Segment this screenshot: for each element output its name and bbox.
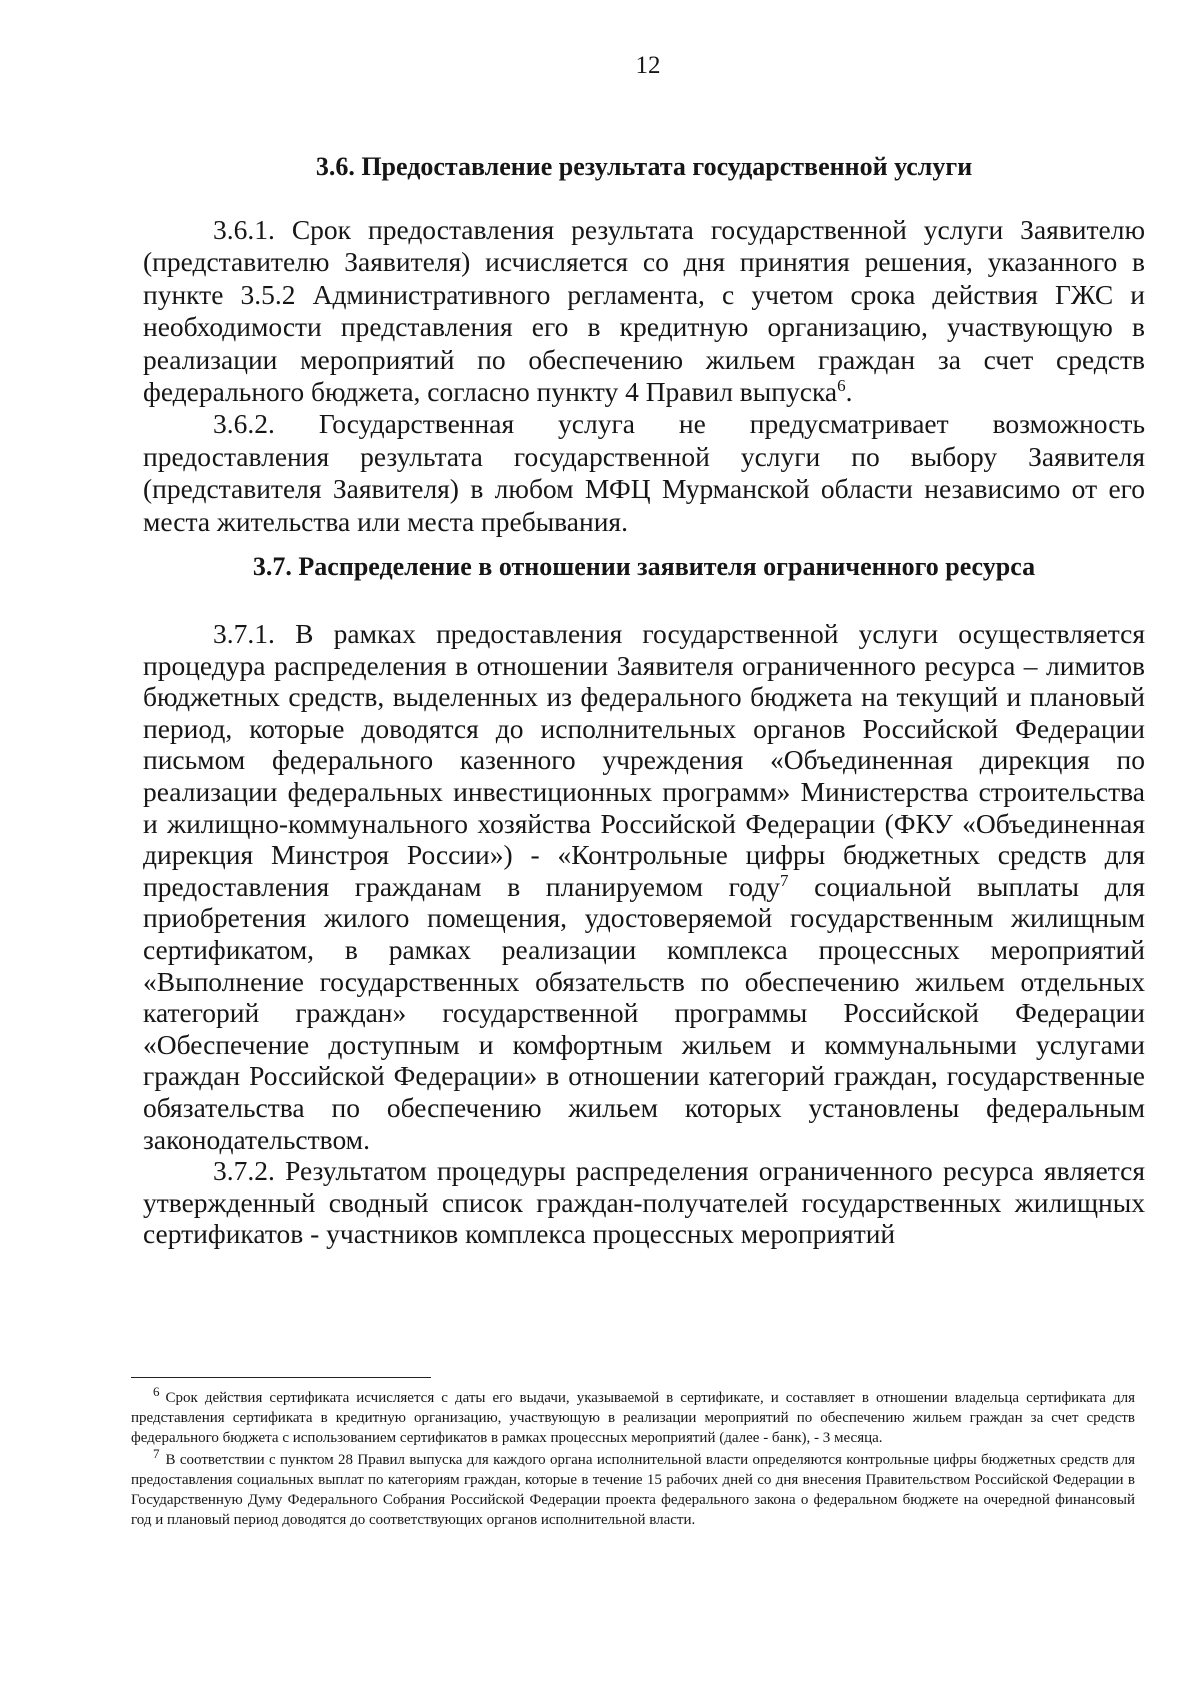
footnote-ref-6: 6: [837, 375, 846, 395]
paragraph-3-7-2: 3.7.2. Результатом процедуры распределения ограниченного ресурса является утвержденный сводный список граждан-получателей государственных жилищных сертификатов - участников комплекса процессных мероприятий: [143, 1155, 1145, 1250]
paragraph-3-6-1: [143, 214, 1145, 408]
footnote-6: [131, 1384, 1135, 1448]
footnote-ref-7: 7: [779, 870, 789, 890]
section-3-7-body: [143, 618, 1145, 1250]
page-number: 12: [635, 52, 661, 79]
footnote-mark-7: 7: [153, 1446, 160, 1461]
paragraph-3-6-1-text: 3.6.1. Срок предоставления результата государственной услуги Заявителю (представителю Заявителя) исчисляется со дня принятия решения, указанного в пункте 3.5.2 Административного регламента, с учетом срока действия ГЖС и необходимости представления его в кредитную организацию, участвующую в реализации мероприятий по обеспечению жильем граждан за счет средств федерального бюджета, согласно пункту 4 Правил выпуска: [143, 214, 1145, 408]
section-heading-3-6: 3.6. Предоставление результата государственной услуги: [315, 152, 973, 181]
paragraph-3-7-1-text-a: 3.7.1. В рамках предоставления государственной услуги осуществляется процедура распределения в отношении Заявителя ограниченного ресурса – лимитов бюджетных средств, выделенных из федерального бюджета на текущий и плановый период, которые доводятся до исполнительных органов Российской Федерации письмом федерального казенного учреждения «Объединенная дирекция по реализации федеральных инвестиционных программ» Министерства строительства и жилищно-коммунального хозяйства Российской Федерации (ФКУ «Объединенная дирекция Минстроя России») - «Контрольные цифры бюджетных средств для предоставления гражданам в планируемом году: [143, 618, 1145, 902]
section-heading-3-7: 3.7. Распределение в отношении заявителя ограниченного ресурса: [252, 552, 1036, 582]
paragraph-3-7-1-text-b: социальной выплаты для приобретения жилого помещения, удостоверяемой государственным жилищным сертификатом, в рамках реализации комплекса процессных мероприятий «Выполнение государственных обязательств по обеспечению жильем отдельных категорий граждан» государственной программы Российской Федерации «Обеспечение доступным и комфортным жильем и коммунальными услугами граждан Российской Федерации» в отношении категорий граждан, государственные обязательства по обеспечению жильем которых установлены федеральным законодательством.: [143, 870, 1146, 1155]
main-content: [143, 150, 1145, 1250]
footnotes: [131, 1384, 1135, 1532]
footnote-text-7: В соответствии с пунктом 28 Правил выпуска для каждого органа исполнительной власти определяются контрольные цифры бюджетных средств для предоставления социальных выплат по категориям граждан, которые в течение 15 рабочих дней со дня внесения Правительством Российской Федерации в Государственную Думу Федерального Собрания Российской Федерации проекта федерального закона о федеральном бюджете на очередной финансовый год и плановый период доводятся до соответствующих органов исполнительной власти.: [131, 1452, 1135, 1528]
paragraph-3-6-1-end: .: [845, 376, 853, 408]
section-3-6-body: [143, 214, 1145, 538]
paragraph-3-7-1: [143, 618, 1145, 1155]
paragraph-3-6-2: 3.6.2. Государственная услуга не предусматривает возможность предоставления результата государственной услуги по выбору Заявителя (представителя Заявителя) в любом МФЦ Мурманской области независимо от его места жительства или места пребывания.: [143, 408, 1145, 537]
footnote-separator: [131, 1377, 431, 1378]
footnote-7: [131, 1446, 1135, 1530]
footnote-text-6: Срок действия сертификата исчисляется с даты его выдачи, указываемой в сертификате, и составляет в отношении владельца сертификата для представления сертификата в кредитную организацию, участвующую в реализации мероприятий по обеспечению жильем граждан за счет средств федерального бюджета с использованием сертификатов в рамках процессных мероприятий (далее - банк), - 3 месяца.: [131, 1390, 1135, 1446]
footnote-mark-6: 6: [153, 1384, 160, 1399]
